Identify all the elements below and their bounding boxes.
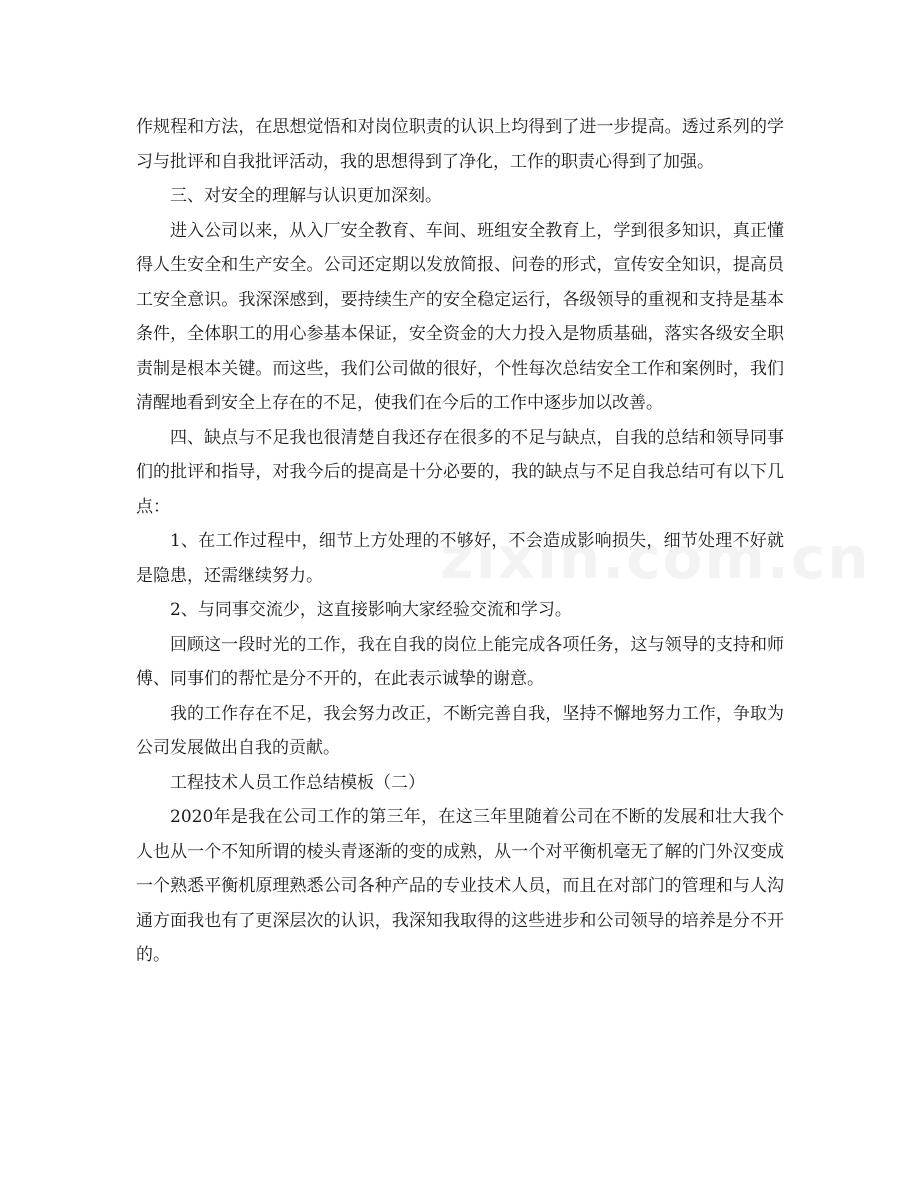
list-item-1: 1、在工作过程中，细节上方处理的不够好，不会造成影响损失，细节处理不好就是隐患，还需继续努力。 xyxy=(136,531,784,586)
paragraph-safety: 进入公司以来，从入厂安全教育、车间、班组安全教育上，学到很多知识，真正懂得人生安全和生产安全。公司还定期以发放简报、问卷的形式，宣传安全知识，提高员工安全意识。我深深感到，要持续生产的安全稳定运行，各级领导的重视和支持是基本条件，全体职工的用心参基本保证，安全资金的大力投入是物质基础，落实各级安全职责制是根本关键。而这些，我们公司做的很好，个性每次总结安全工作和案例时，我们清醒地看到安全上存在的不足，使我们在今后的工作中逐步加以改善。 xyxy=(136,220,784,413)
template-title-2: 工程技术人员工作总结模板（二） xyxy=(170,772,425,793)
paragraph-2020: 2020年是我在公司工作的第三年，在这三年里随着公司在不断的发展和壮大我个人也从一个不知所谓的棱头青逐渐的变的成熟，从一个对平衡机毫无了解的门外汉变成一个熟悉平衡机原理熟悉公司各种产品的专业技术人员，而且在对部门的管理和与人沟通方面我也有了更深层次的认识，我深知我取得的这些进步和公司领导的培养是分不开的。 xyxy=(136,807,784,965)
list-item-2: 2、与同事交流少，这直接影响大家经验交流和学习。 xyxy=(170,600,572,620)
watermark xyxy=(440,524,871,592)
paragraph-improvement: 我的工作存在不足，我会努力改正，不断完善自我，坚持不懈地努力工作，争取为公司发展做出自我的贡献。 xyxy=(136,703,784,758)
paragraph-continuation: 作规程和方法，在思想觉悟和对岗位职责的认识上均得到了进一步提高。透过系列的学习与批评和自我批评活动，我的思想得到了净化，工作的职责心得到了加强。 xyxy=(136,117,784,172)
section-heading-shortcomings: 四、缺点与不足我也很清楚自我还存在很多的不足与缺点，自我的总结和领导同事们的批评和指导，对我今后的提高是十分必要的，我的缺点与不足自我总结可有以下几点： xyxy=(136,427,784,517)
paragraph-review: 回顾这一段时光的工作，我在自我的岗位上能完成各项任务，这与领导的支持和师傅、同事们的帮忙是分不开的，在此表示诚挚的谢意。 xyxy=(136,634,784,689)
section-heading-safety: 三、对安全的理解与认识更加深刻。 xyxy=(170,186,442,206)
